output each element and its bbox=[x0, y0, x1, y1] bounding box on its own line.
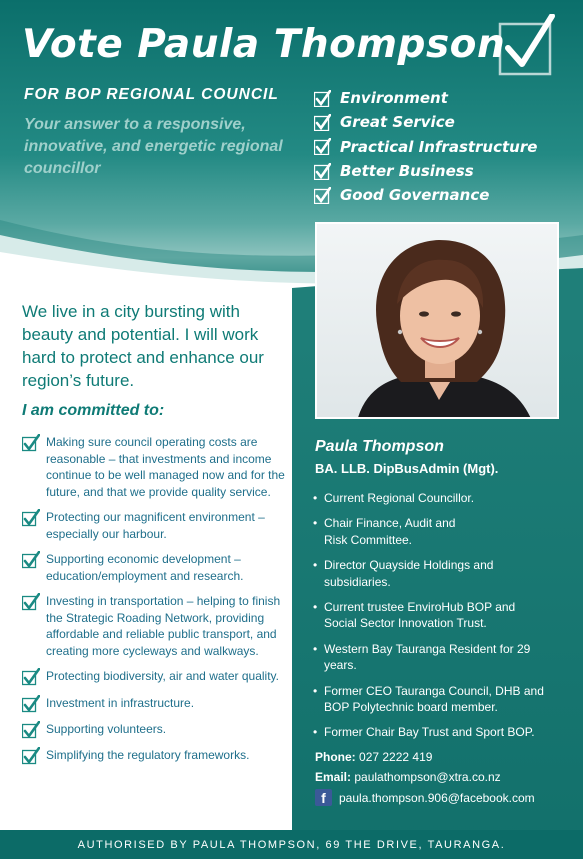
list-item bbox=[22, 551, 286, 584]
bio-text: Western Bay Tauranga Resident for 29 years. bbox=[324, 641, 531, 673]
checkbox-icon bbox=[22, 509, 40, 527]
bio-text: Chair Finance, Audit and Risk Committee. bbox=[324, 516, 456, 547]
priority-item bbox=[314, 86, 537, 110]
checkbox-icon bbox=[314, 90, 331, 107]
list-item bbox=[313, 490, 575, 506]
commitments-list bbox=[22, 434, 286, 765]
list-item bbox=[22, 695, 286, 713]
priority-label: Environment bbox=[340, 89, 448, 108]
commitment-text: Protecting biodiversity, air and water quality. bbox=[46, 669, 279, 683]
bio-text: Current Regional Councillor. bbox=[324, 491, 475, 505]
authorisation-footer: AUTHORISED BY PAULA THOMPSON, 69 THE DRIVE, TAURANGA. bbox=[0, 830, 583, 859]
commitment-text: Simplifying the regulatory frameworks. bbox=[46, 748, 250, 762]
page-title: Vote Paula Thompson bbox=[22, 22, 506, 67]
priority-item bbox=[314, 110, 537, 134]
checkbox-icon bbox=[22, 721, 40, 739]
bullet-icon: • bbox=[313, 558, 318, 573]
priority-item bbox=[314, 135, 537, 159]
checkbox-icon bbox=[22, 747, 40, 765]
list-item bbox=[22, 434, 286, 500]
bio-list bbox=[313, 490, 575, 741]
facebook-address: paula.thompson.906@facebook.com bbox=[339, 790, 535, 805]
list-item bbox=[22, 593, 286, 659]
list-item bbox=[313, 599, 575, 632]
email-label: Email: bbox=[315, 770, 352, 784]
commitment-text: Making sure council operating costs are reasonable – that investments and income continue to be well managed now and for the future, and that we provide quality service. bbox=[46, 435, 285, 499]
candidate-qualifications: BA. LLB. DipBusAdmin (Mgt). bbox=[315, 461, 499, 476]
commitment-text: Supporting economic development – education/employment and research. bbox=[46, 552, 244, 583]
checkbox-icon bbox=[22, 668, 40, 686]
commitment-text: Protecting our magnificent environment – especially our harbour. bbox=[46, 510, 265, 541]
candidate-name: Paula Thompson bbox=[315, 438, 444, 455]
checkmark-icon bbox=[498, 14, 556, 76]
list-item bbox=[22, 509, 286, 542]
bullet-icon: • bbox=[313, 725, 318, 740]
bullet-icon: • bbox=[313, 491, 318, 505]
bio-text: Former CEO Tauranga Council, DHB and BOP Polytechnic board member. bbox=[324, 683, 544, 715]
commitment-text: Investment in infrastructure. bbox=[46, 696, 195, 710]
facebook-line bbox=[315, 789, 535, 806]
list-item bbox=[313, 641, 575, 674]
checkbox-icon bbox=[22, 434, 40, 452]
commitment-text: Investing in transportation – helping to finish the Strategic Roading Network, providing affordable and reliable public transport, and creating more cycleways and walkways. bbox=[46, 594, 281, 658]
list-item bbox=[22, 721, 286, 739]
phone-number: 027 2222 419 bbox=[359, 750, 433, 764]
email-line bbox=[315, 770, 501, 784]
commitments-heading: I am committed to: bbox=[22, 402, 165, 419]
checkbox-icon bbox=[22, 695, 40, 713]
priorities-list bbox=[314, 86, 537, 207]
list-item bbox=[313, 515, 575, 548]
portrait-illustration bbox=[317, 224, 559, 419]
priority-label: Great Service bbox=[340, 113, 455, 132]
list-item bbox=[22, 668, 286, 686]
commitment-text: Supporting volunteers. bbox=[46, 722, 167, 736]
candidate-photo bbox=[315, 222, 559, 419]
subtitle: FOR BOP REGIONAL COUNCIL bbox=[24, 86, 279, 103]
facebook-icon: f bbox=[315, 789, 332, 806]
checkbox-icon bbox=[314, 187, 331, 204]
bullet-icon: • bbox=[313, 641, 318, 656]
bio-text: Director Quayside Holdings and subsidiaries. bbox=[324, 558, 494, 589]
checkbox-icon bbox=[314, 114, 331, 131]
checkbox-icon bbox=[314, 163, 331, 180]
list-item bbox=[313, 724, 575, 740]
phone-label: Phone: bbox=[315, 750, 356, 764]
priority-item bbox=[314, 159, 537, 183]
bullet-icon: • bbox=[313, 516, 318, 531]
email-address: paulathompson@xtra.co.nz bbox=[354, 770, 501, 784]
priority-label: Good Governance bbox=[340, 186, 490, 205]
list-item bbox=[313, 557, 575, 590]
intro-text: We live in a city bursting with beauty and potential. I will work hard to protect and enhance our region’s future. bbox=[22, 302, 264, 390]
tagline: Your answer to a responsive, innovative, and energetic regional councillor bbox=[24, 116, 283, 177]
list-item bbox=[22, 747, 286, 765]
checkbox-icon bbox=[22, 593, 40, 611]
bio-text: Former Chair Bay Trust and Sport BOP. bbox=[324, 725, 535, 740]
bullet-icon: • bbox=[313, 600, 318, 615]
priority-label: Better Business bbox=[340, 162, 474, 181]
checkbox-icon bbox=[22, 551, 40, 569]
bullet-icon: • bbox=[313, 683, 318, 698]
phone-line bbox=[315, 750, 432, 764]
bio-text: Current trustee EnviroHub BOP and Social Sector Innovation Trust. bbox=[324, 600, 516, 631]
list-item bbox=[313, 683, 575, 716]
priority-item bbox=[314, 183, 537, 207]
priority-label: Practical Infrastructure bbox=[340, 137, 538, 156]
checkbox-icon bbox=[314, 138, 331, 155]
